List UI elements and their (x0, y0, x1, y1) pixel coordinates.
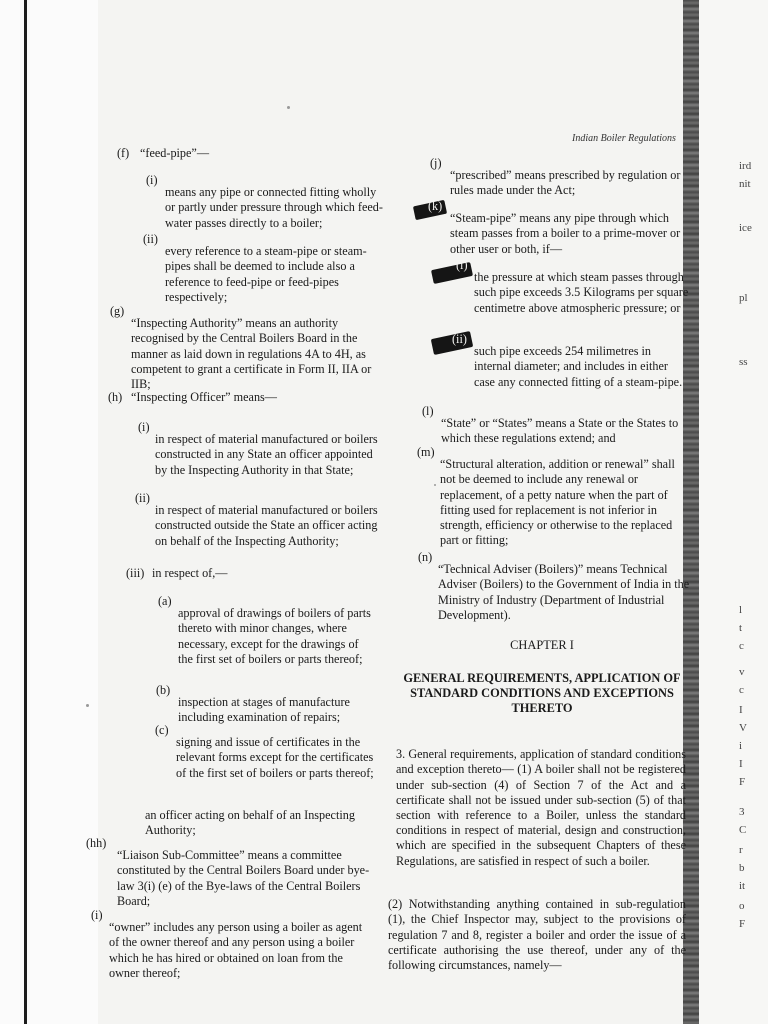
clause-n: “Technical Adviser (Boilers)” means Technical Adviser (Boilers) to the Government of India in the Ministry of Industry (Department of Industrial Development). (438, 562, 690, 622)
clause-k-i: the pressure at which steam passes through such pipe exceeds 3.5 Kilograms per square centimetre above atmospheric pressure; or (474, 270, 689, 315)
scan-speck (287, 106, 290, 109)
clause-m: “Structural alteration, addition or renewal” shall not be deemed to include any renewal or replacement, of a petty nature when the part of fitting used for replacement is not inferior in strength, efficiency or otherwise to the replaced part or fitting; (440, 457, 675, 548)
clause-label: (ii) (143, 232, 158, 246)
page-left-margin (0, 0, 98, 1024)
margin-fragment: it (739, 880, 746, 892)
scan-speck (434, 484, 436, 486)
margin-fragment: ss (739, 356, 748, 368)
clause-h-title: “Inspecting Officer” means— (131, 390, 277, 404)
clause-label: (ii) (452, 332, 467, 346)
clause-label: (m) (417, 445, 435, 459)
margin-fragment: l (739, 604, 743, 616)
margin-fragment: r (739, 844, 743, 856)
clause-label: (b) (156, 683, 171, 697)
clause-l: “State” or “States” means a State or the States to which these regulations extend; and (441, 416, 679, 446)
chapter-title-line: THERETO (511, 701, 573, 715)
clause-label: (c) (155, 723, 169, 737)
clause-label: (k) (428, 199, 443, 213)
running-head: Indian Boiler Regulations (572, 133, 676, 144)
clause-label: (hh) (86, 836, 107, 850)
clause-h-iii: in respect of,— (152, 566, 228, 580)
clause-f-i: means any pipe or connected fitting wholly or partly under pressure through which feed-water passes directly to a boiler; (165, 185, 383, 230)
margin-fragment: t (739, 622, 743, 634)
clause-f-ii: every reference to a steam-pipe or steam-pipes shall be deemed to include also a reference to feed-pipe or feed-pipes respectively; (165, 244, 367, 304)
clause-label: (g) (110, 304, 125, 318)
margin-fragment: 3 (739, 806, 745, 818)
clause-label: (i) (138, 420, 150, 434)
chapter-title-line: GENERAL REQUIREMENTS, APPLICATION OF (403, 671, 681, 685)
clause-label: (i) (146, 173, 158, 187)
regulation-3-para-1: 3. General requirements, application of standard conditions and exception thereto— (1) A boiler shall not be registered under sub-section (4) of Section 7 of the Act and a certificate shall not be issued under sub-section (5) of that section with reference to a Boiler, unless the standard conditions in respect of material, design and construction, which are specified in the subsequent Chapters of these Regulations, are satisfied in respect of such a boiler. (396, 747, 686, 868)
margin-fragment: V (739, 722, 747, 734)
regulation-3-para-2: (2) Notwithstanding anything contained in sub-regulation (1), the Chief Inspector may, subject to the provisions of regulation 7 and 8, register a boiler and order the issue of a certificate authorising the use thereof, under any of the following circumstances, namely— (388, 897, 686, 972)
clause-h-i: in respect of material manufactured or boilers constructed in any State an officer appointed by the Inspecting Authority in that State; (155, 432, 378, 477)
margin-fragment: F (739, 918, 746, 930)
clause-label: (l) (422, 404, 434, 418)
margin-fragment: c (739, 684, 744, 696)
clause-label: (i) (91, 908, 103, 922)
margin-fragment: C (739, 824, 747, 836)
clause-h-iii-c: signing and issue of certificates in the relevant forms except for the certificates of the first set of boilers or parts thereof; (176, 735, 374, 780)
clause-h-ii: in respect of material manufactured or boilers constructed outside the State an officer acting on behalf of the Inspecting Authority; (155, 503, 378, 548)
chapter-title-line: STANDARD CONDITIONS AND EXCEPTIONS (410, 686, 674, 700)
margin-fragment: I (739, 758, 743, 770)
clause-label: (iii) (126, 566, 145, 580)
margin-fragment: pl (739, 292, 748, 304)
clause-label: (h) (108, 390, 123, 404)
clause-k-ii: such pipe exceeds 254 milimetres in internal diameter; and includes in either case any connected fitting of a steam-pipe. (474, 344, 683, 389)
chapter-heading: CHAPTER I (510, 638, 574, 652)
clause-f-title: “feed-pipe”— (140, 146, 210, 160)
clause-hh: “Liaison Sub-Committee” means a committee constituted by the Central Boilers Board under bye-law 3(i) (e) of the Bye-laws of the Central Boilers Board; (117, 848, 370, 908)
clause-j: “prescribed” means prescribed by regulation or rules made under the Act; (450, 168, 681, 198)
clause-label: (i) (456, 258, 468, 272)
clause-h-tail: an officer acting on behalf of an Inspecting Authority; (145, 808, 355, 838)
margin-fragment: v (739, 666, 745, 678)
clause-label: (a) (158, 594, 172, 608)
margin-fragment: b (739, 862, 745, 874)
page-right-margin (699, 0, 768, 1024)
scan-speck (86, 704, 89, 707)
margin-fragment: o (739, 900, 745, 912)
clause-g: “Inspecting Authority” means an authority recognised by the Central Boilers Board in the manner as laid down in regulations 4A to 4H, as competent to grant a certificate in Form II, IIA or IIB; (131, 316, 372, 391)
margin-fragment: i (739, 740, 743, 752)
clause-label: (f) (117, 146, 130, 160)
clause-h-iii-a: approval of drawings of boilers of parts thereto with minor changes, where necessary, except for the drawings of the first set of boilers or parts thereof; (178, 606, 371, 666)
margin-fragment: ice (739, 222, 752, 234)
margin-fragment: nit (739, 178, 751, 190)
margin-fragment: F (739, 776, 746, 788)
clause-k: “Steam-pipe” means any pipe through which steam passes from a boiler to a prime-mover or other user or both, if— (450, 211, 681, 256)
clause-label: (n) (418, 550, 433, 564)
clause-label: (j) (430, 156, 442, 170)
margin-fragment: I (739, 704, 743, 716)
clause-i: “owner” includes any person using a boiler as agent of the owner thereof and any person using a boiler which he has hired or obtained on loan from the owner thereof; (109, 920, 363, 980)
margin-fragment: c (739, 640, 744, 652)
binding-edge-line (24, 0, 27, 1024)
clause-label: (ii) (135, 491, 150, 505)
margin-fragment: ird (739, 160, 752, 172)
clause-h-iii-b: inspection at stages of manufacture including examination of repairs; (178, 695, 350, 725)
